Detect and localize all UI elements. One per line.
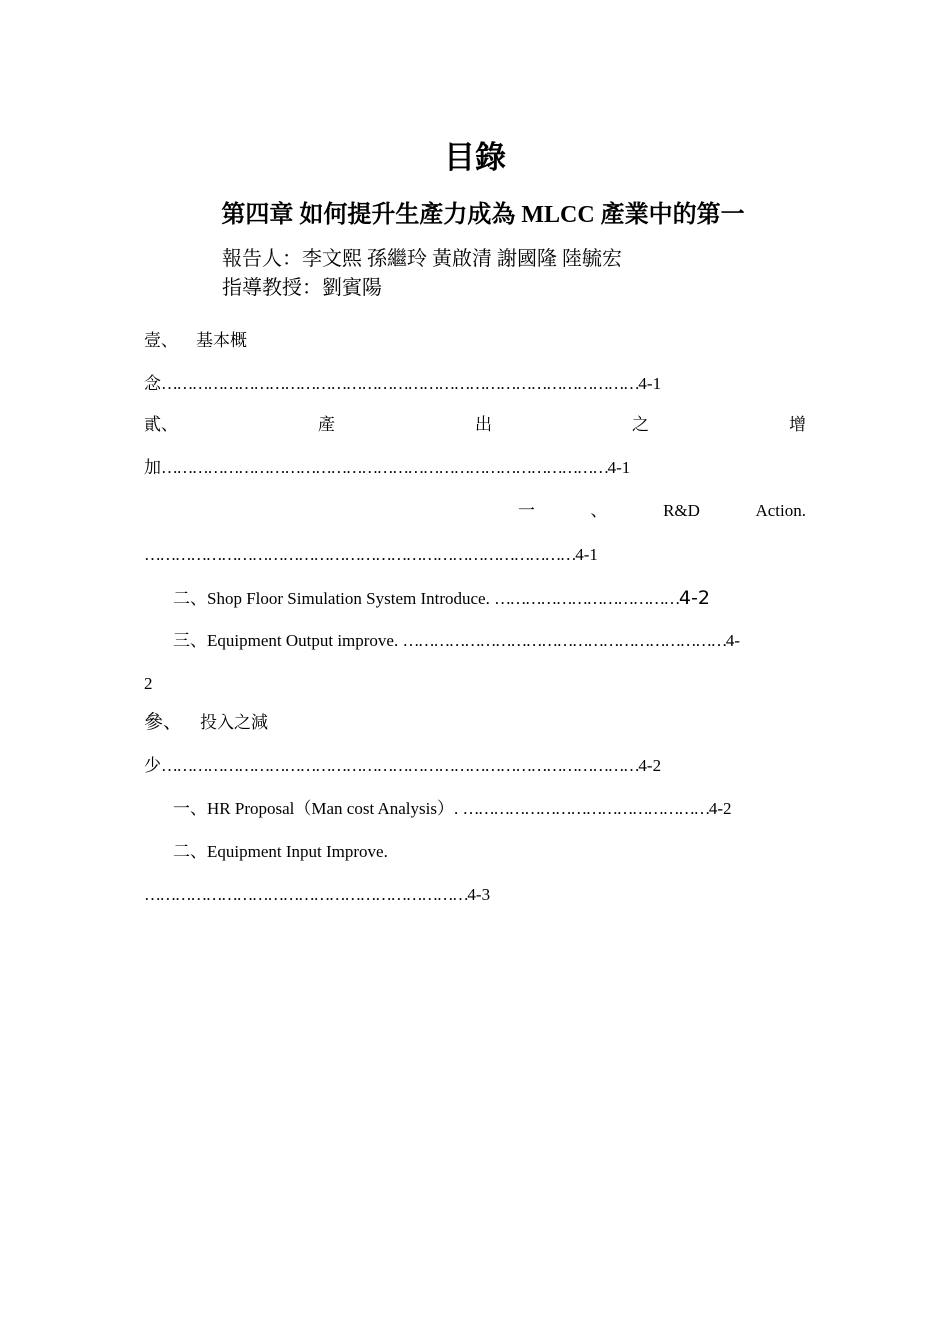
toc-page: 4- <box>725 631 741 650</box>
toc-leader-dots: ………………………………………… <box>462 799 709 818</box>
toc-page: 4-2 <box>678 587 710 609</box>
toc-entry-sec2[interactable] <box>144 414 806 436</box>
toc-title: 基本概 <box>196 331 247 350</box>
toc-title: 一、HR Proposal（Man cost Analysis）. <box>173 799 459 818</box>
toc-title: 三、Equipment Output improve. <box>173 631 399 650</box>
toc-leader-dots: ……………………………………………………… <box>144 885 468 904</box>
toc-page: 4-1 <box>607 458 631 477</box>
toc-word: Action. <box>755 501 806 520</box>
toc-entry-sec3[interactable] <box>144 712 268 734</box>
toc-entry-sec3-cont[interactable] <box>144 755 661 777</box>
toc-entry-sub2-3[interactable] <box>173 630 740 652</box>
toc-title: 少 <box>144 756 161 775</box>
toc-entry-sec1-cont[interactable] <box>144 373 661 395</box>
toc-leader-dots: …………………………………………………………………………… <box>161 458 608 477</box>
chapter-heading: 第四章 如何提升生產力成為 MLCC 產業中的第一 <box>221 202 745 228</box>
toc-entry-sub3-1[interactable] <box>173 798 732 820</box>
toc-title-char: 之 <box>632 415 649 434</box>
toc-leader-dots: ……………………………… <box>494 589 679 608</box>
toc-title-char: 增 <box>789 415 806 434</box>
toc-title-char: 出 <box>475 415 492 434</box>
toc-leader-dots: ………………………………………………………………………………… <box>161 374 639 393</box>
toc-entry-sub2-2[interactable] <box>173 587 710 610</box>
toc-leader-dots: ………………………………………………………………………… <box>144 545 576 564</box>
toc-entry-sub2-3-cont[interactable] <box>144 673 153 695</box>
toc-separator: 、 <box>590 501 608 520</box>
toc-entry-sub2-1[interactable] <box>518 500 806 522</box>
toc-entry-sub3-2-cont[interactable] <box>144 884 490 906</box>
toc-title: 二、Shop Floor Simulation System Introduce. <box>173 589 490 608</box>
toc-number: 貳、 <box>144 415 178 434</box>
toc-title: 加 <box>144 458 161 477</box>
toc-page: 4-3 <box>467 885 491 904</box>
advisor-line: 指導教授：劉賓陽 <box>222 277 382 299</box>
toc-title: 念 <box>144 374 161 393</box>
toc-page: 2 <box>144 674 153 693</box>
toc-number: 參、 <box>144 712 183 733</box>
reporters-line: 報告人：李文熙 孫繼玲 黃啟清 謝國隆 陸毓宏 <box>222 248 622 270</box>
toc-entry-sub3-2[interactable] <box>173 841 388 863</box>
toc-title-char: 產 <box>318 415 335 434</box>
toc-number: 壹、 <box>144 331 178 350</box>
toc-page: 4-1 <box>575 545 598 564</box>
toc-entry-sub2-1-cont[interactable] <box>144 544 598 566</box>
page-title: 目錄 <box>444 140 506 175</box>
toc-number: 一 <box>518 501 535 520</box>
toc-leader-dots: ……………………………………………………… <box>402 631 726 650</box>
toc-entry-sec2-cont[interactable] <box>144 457 630 479</box>
toc-word: R&D <box>663 501 700 520</box>
toc-page: 4-2 <box>638 756 662 775</box>
toc-leader-dots: ………………………………………………………………………………… <box>161 756 639 775</box>
toc-page: 4-2 <box>708 799 732 818</box>
toc-entry-sec1[interactable] <box>144 330 247 352</box>
toc-title: 投入之減 <box>200 713 269 732</box>
toc-title: 二、Equipment Input Improve. <box>173 842 388 861</box>
toc-page: 4-1 <box>638 374 662 393</box>
